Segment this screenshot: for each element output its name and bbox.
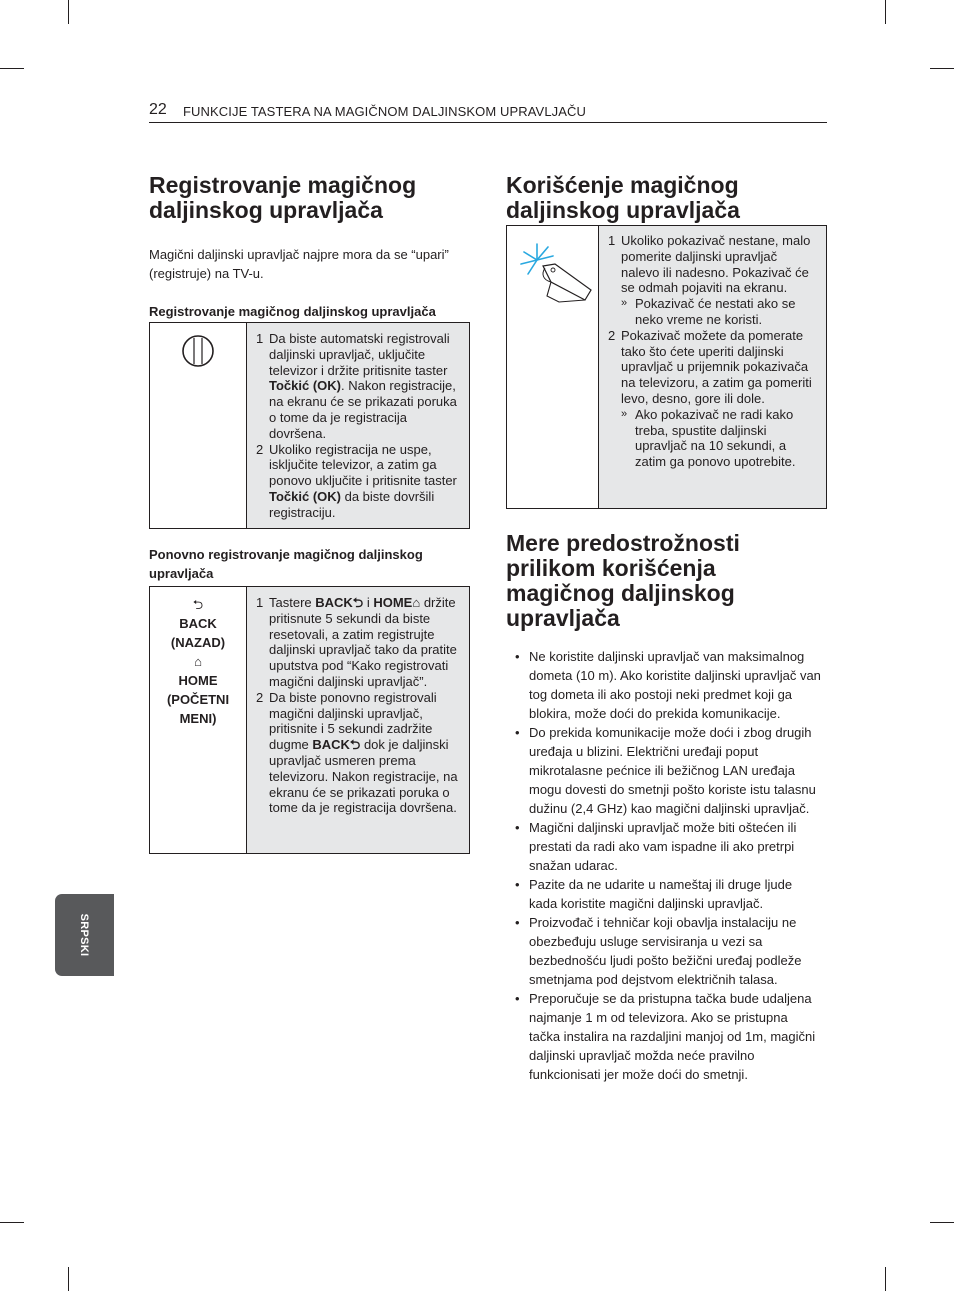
home-label: HOME	[178, 673, 218, 688]
bullet-marker: •	[515, 649, 520, 664]
precaution-text: Do prekida komunikacije može doći i zbog drugih uređaja u blizini. Električni uređaji poput mikrotalasne pećnice ili bežičnog LAN uređaja mogu dovesti do smetnji pošto koriste istu talasnu dužinu (2,4 GHz) kao magični daljinski upravljač.	[529, 725, 816, 816]
precaution-item	[512, 723, 822, 818]
precaution-item	[512, 913, 822, 989]
precaution-text: Ne koristite daljinski upravljač van maksimalnog dometa (10 m). Ako koristite daljinski upravljač van tog dometa ili ako postoji neki predmet koji ga blokira, može doći do prekida komunikacije.	[529, 649, 821, 721]
precaution-item	[512, 647, 822, 723]
crop-mark	[885, 1267, 886, 1291]
step-key: Točkić (OK)	[269, 378, 341, 394]
subheading-reregistration: Ponovno registrovanje magičnog daljinskog upravljača	[149, 547, 423, 581]
registration-steps-cell	[247, 323, 470, 529]
step-text: Pokazivač možete da pomerate tako što ćete uperiti daljinski upravljač u prijemnik pokazivača na televizoru, a zatim ga pomeriti levo, desno, gore ili dole.	[621, 327, 812, 406]
usage-step	[599, 328, 818, 470]
crop-mark	[0, 68, 24, 69]
step-text: Da biste ponovno registrovali magični daljinski upravljač, pritisnite i 5 sekundi zadržite dugme	[269, 689, 437, 753]
section-heading-usage: Korišćenje magičnog daljinskog upravljača	[506, 172, 740, 223]
registration-step	[247, 442, 461, 521]
step-key: BACK⮌	[312, 737, 361, 753]
reregistration-steps	[247, 595, 461, 816]
crop-mark	[68, 0, 69, 24]
precaution-item	[512, 989, 822, 1084]
step-text: Tastere	[269, 595, 316, 610]
step-text: dok je daljinski upravljač usmeren prema televizoru. Nakon registracije, na ekranu će se prikazati poruka o tome da je registracija dovršena.	[269, 737, 458, 816]
registration-intro: Magični daljinski upravljač najpre mora da se “upari” (registruje) na TV-u.	[149, 247, 449, 281]
bullet-marker: •	[515, 915, 520, 930]
crop-mark	[68, 1267, 69, 1291]
back-home-cell	[150, 587, 247, 854]
home-icon: ⌂	[194, 654, 202, 669]
usage-step	[599, 233, 818, 328]
back-label: BACK	[179, 616, 217, 631]
step-number: 2	[256, 689, 264, 705]
pointing-remote-icon	[507, 226, 598, 316]
reregistration-table	[149, 586, 470, 854]
reregistration-step	[247, 690, 461, 816]
crop-mark	[930, 1222, 954, 1223]
step-number: 2	[608, 327, 616, 343]
registration-icon-cell	[150, 323, 247, 529]
page-number: 22	[149, 101, 167, 118]
back-sublabel: (NAZAD)	[170, 635, 226, 650]
step-text: da biste dovršili registraciju.	[269, 488, 435, 520]
step-key: HOME⌂	[373, 595, 421, 610]
note-marker: »	[621, 407, 628, 420]
reregistration-steps-cell	[247, 587, 470, 854]
precaution-text: Preporučuje se da pristupna tačka bude udaljena najmanje 1 m od televizora. Ako se pristupna tačka instalira na razdaljini manjoj od 1m, magični daljinski upravljač možda neće pravilno funkcionisati jer može doći do smetnji.	[529, 991, 816, 1082]
step-text: Ukoliko registracija ne uspe, isključite televizor, a zatim ga ponovo uključite i pritisnite taster	[269, 441, 457, 489]
crop-mark	[0, 1222, 24, 1223]
page-header	[149, 100, 827, 123]
running-title: FUNKCIJE TASTERA NA MAGIČNOM DALJINSKOM UPRAVLJAČU	[183, 104, 587, 119]
crop-mark	[930, 68, 954, 69]
step-number: 1	[608, 233, 616, 248]
note-text: Ako pokazivač ne radi kako treba, spustite daljinski upravljač na 10 sekundi, a zatim ga ponovo upotrebite.	[635, 406, 796, 470]
home-sublabel: (POČETNI	[166, 692, 230, 707]
section-heading-precautions: Mere predostrožnosti prilikom korišćenja magičnog daljinskog upravljača	[506, 530, 740, 631]
bullet-marker: •	[515, 877, 520, 892]
precaution-text: Proizvođač i tehničar koji obavlja instalaciju ne obezbeđuju usluge servisiranja u vezi sa bezbednošću ljudi pošto bežični uređaj podleže smetnjama pod dejstvom električnih talasa.	[529, 915, 802, 987]
bullet-marker: •	[515, 991, 520, 1006]
bullet-marker: •	[515, 820, 520, 835]
wheel-button-icon	[150, 323, 246, 373]
step-text: Da biste automatski registrovali daljinski upravljač, uključite televizor i držite pritisnite taster	[269, 331, 450, 378]
step-text: . Nakon registracije, na ekranu će se prikazati poruka o tome da je registracija dovršena.	[269, 378, 457, 441]
bullet-marker: •	[515, 725, 520, 740]
step-text: Ukoliko pokazivač nestane, malo pomerite daljinski upravljač nalevo ili nadesno. Pokazivač će se odmah pojaviti na ekranu.	[621, 233, 811, 296]
note-marker: »	[621, 297, 628, 310]
section-heading-registration: Registrovanje magičnog daljinskog upravljača	[149, 172, 417, 223]
usage-table	[506, 225, 827, 509]
precaution-item	[512, 818, 822, 875]
usage-icon-cell	[507, 226, 599, 509]
back-icon: ⮌	[192, 597, 204, 612]
reregistration-step	[247, 595, 461, 690]
language-tab-label: SRPSKI	[78, 913, 90, 957]
note-text: Pokazivač će nestati ako se neko vreme ne koristi.	[635, 296, 796, 327]
step-number: 2	[256, 441, 264, 457]
precaution-item	[512, 875, 822, 913]
registration-table	[149, 322, 470, 529]
precaution-text: Pazite da ne udarite u nameštaj ili druge ljude kada koristite magični daljinski upravljač.	[529, 877, 793, 911]
usage-note	[621, 296, 818, 328]
registration-steps	[247, 331, 461, 521]
crop-mark	[885, 0, 886, 24]
step-key: Točkić (OK)	[269, 488, 341, 504]
step-number: 1	[256, 595, 264, 610]
step-text: držite pritisnute 5 sekundi da biste resetovali, a zatim registrujte daljinski upravljač tako da pratite uputstva pod “Kako registrovati magični daljinski upravljač”.	[269, 595, 457, 689]
step-key: BACK⮌	[315, 595, 364, 610]
step-text: i	[363, 595, 374, 610]
usage-steps-cell	[599, 226, 827, 509]
usage-note	[621, 407, 818, 470]
precaution-text: Magični daljinski upravljač može biti oštećen ili prestati da radi ako vam ispadne ili ako pretrpi snažan udarac.	[529, 820, 797, 873]
step-number: 1	[256, 331, 264, 346]
subheading-registration: Registrovanje magičnog daljinskog upravljača	[149, 304, 436, 319]
language-tab	[55, 894, 114, 976]
home-sublabel: MENI)	[179, 711, 217, 726]
precautions-list	[512, 647, 822, 1084]
usage-steps	[599, 233, 818, 470]
registration-step	[247, 331, 461, 442]
